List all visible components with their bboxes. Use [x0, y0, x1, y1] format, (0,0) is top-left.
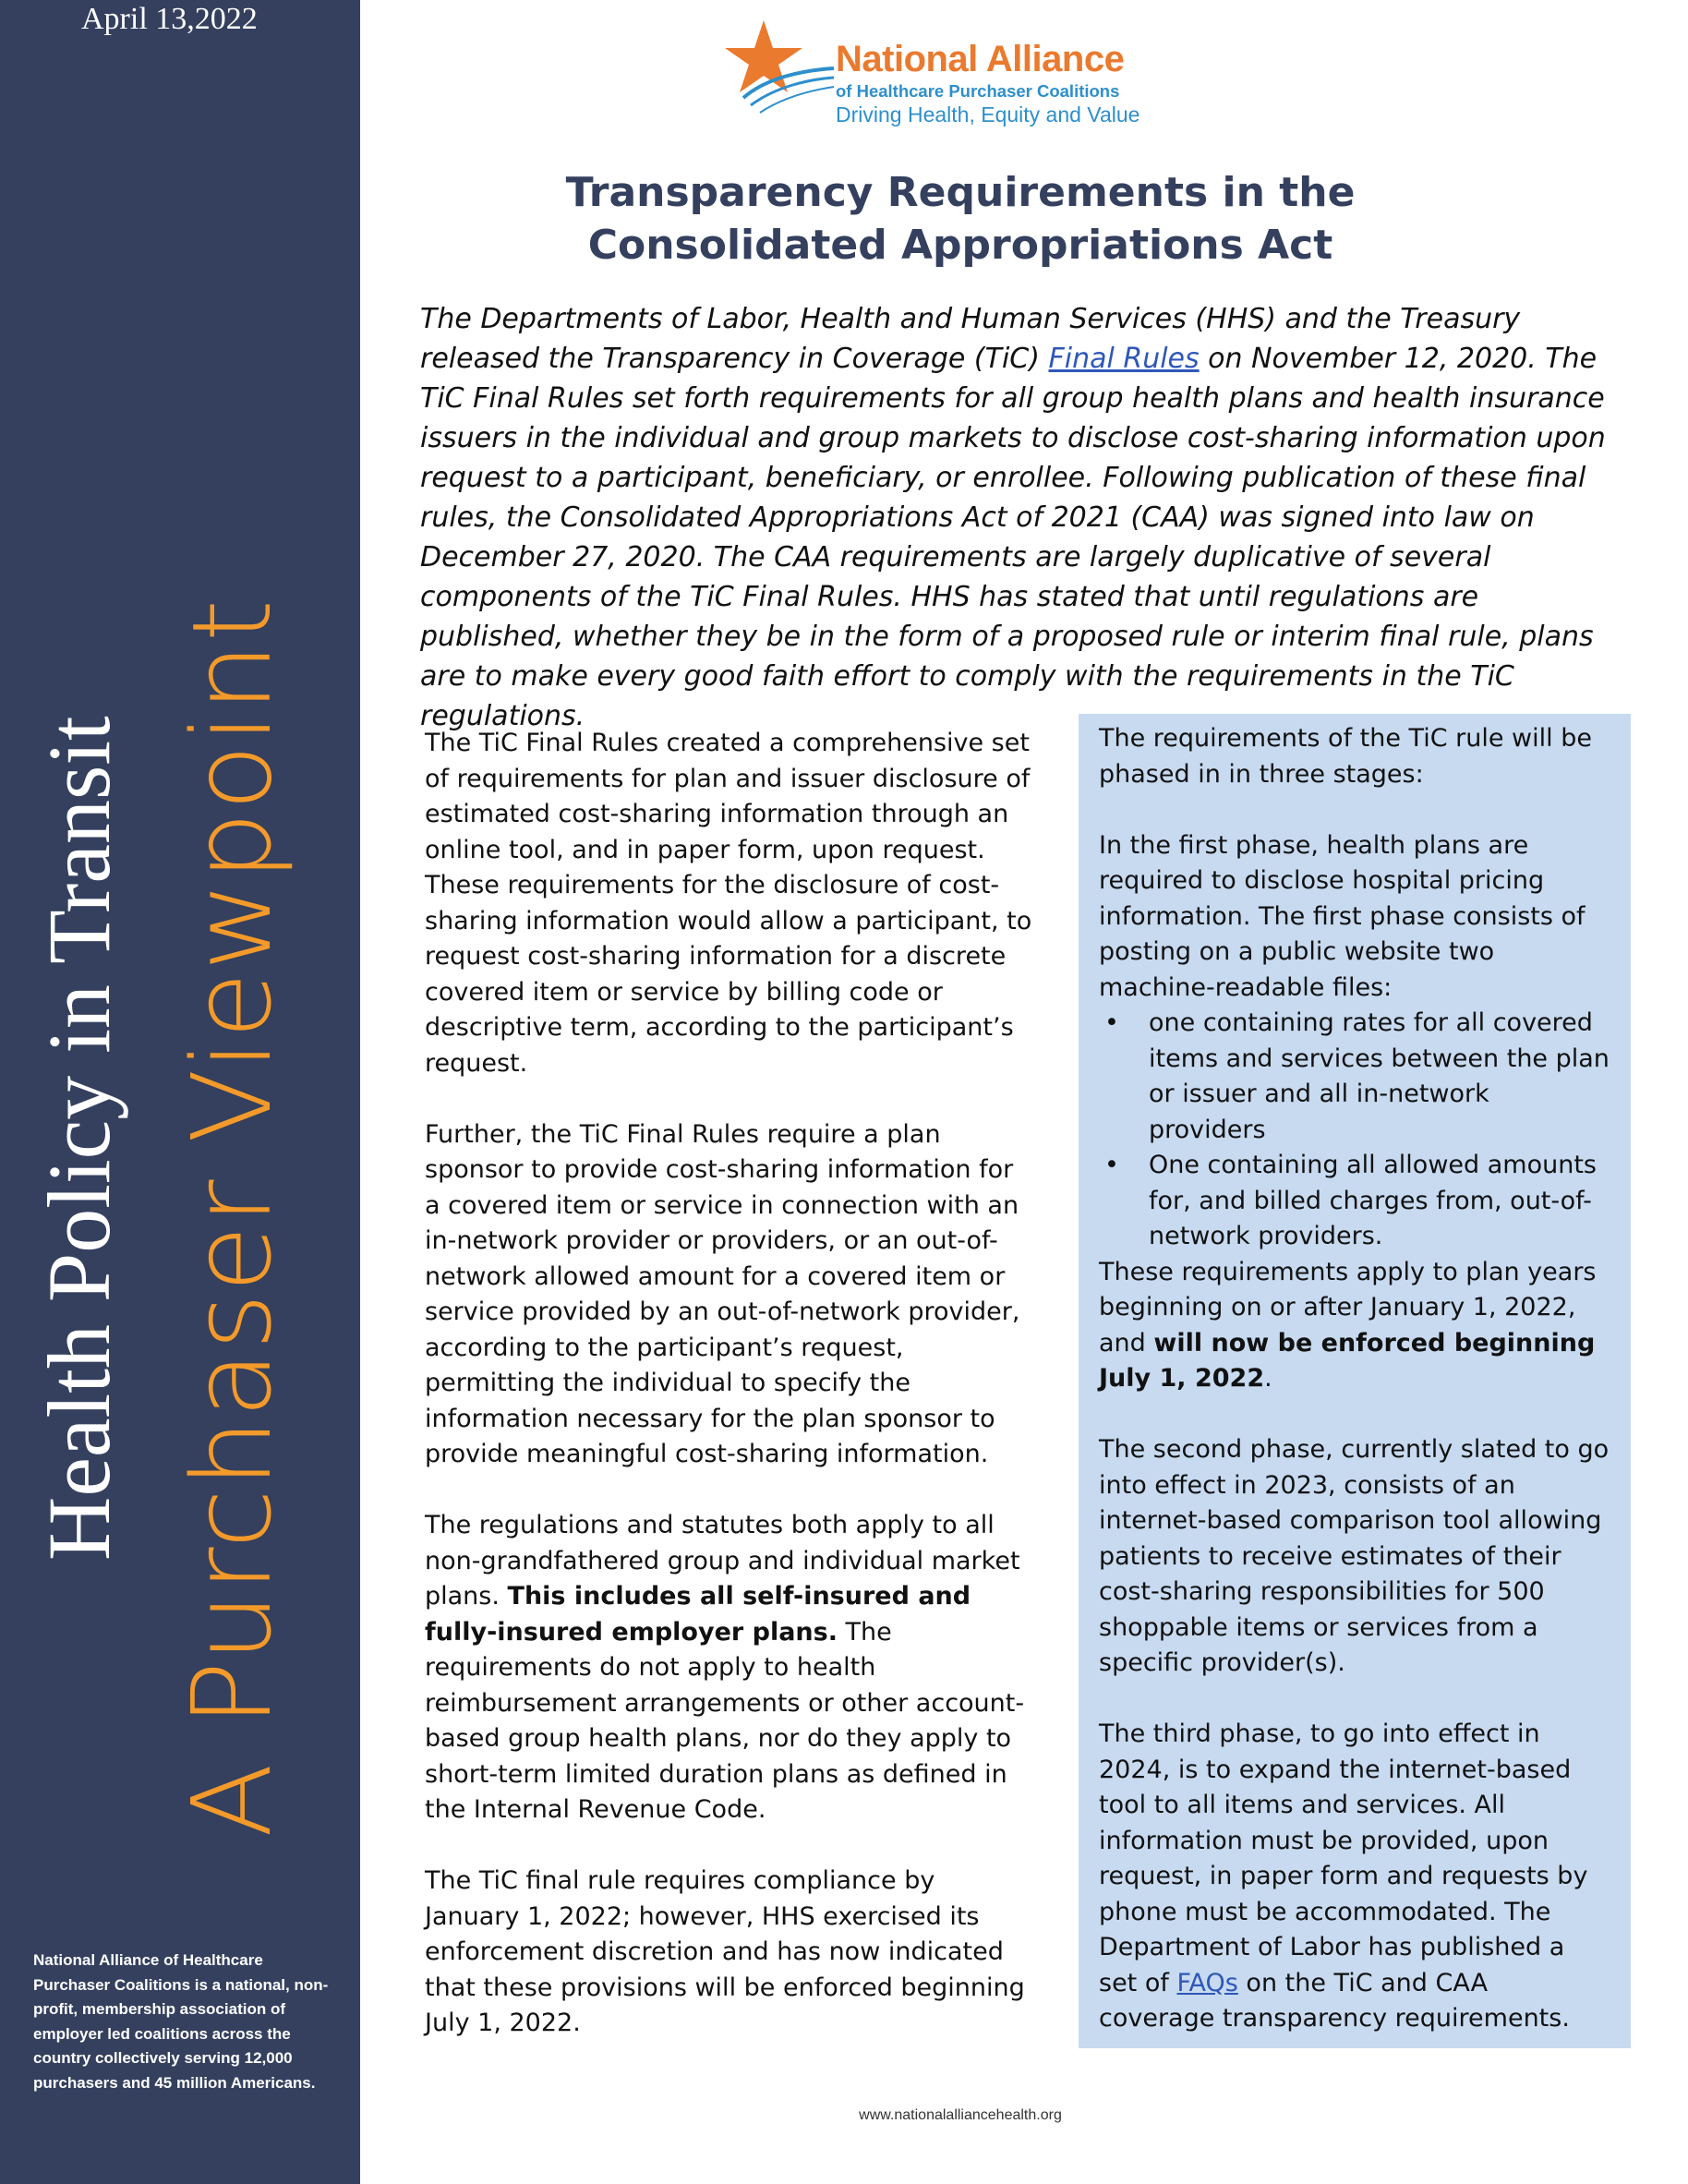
left-paragraph-1: The TiC Final Rules created a comprehensive set of requirements for plan and issuer disclosure of estimated cost-sharing information through an online tool, and in paper form, upon request. These requirements for the disclosure of cost-sharing information would allow a participant, to request cost-sharing information for a discrete covered item or service by billing code or descriptive term, according to the participant’s request.: [425, 729, 1032, 1078]
national-alliance-logo: [725, 13, 1205, 133]
logo-subname: of Healthcare Purchaser Coalitions: [836, 81, 1120, 101]
series-subtitle: A Purchaser Viewpoint: [168, 597, 295, 1838]
sidebar: [0, 0, 360, 2184]
phases-intro: The requirements of the TiC rule will be phased in in three stages:: [1099, 724, 1592, 789]
footer-website-url: www.nationalalliancehealth.org: [859, 2107, 1062, 2123]
phase-one-enforcement: [1099, 1255, 1610, 1397]
phase-three-text: The third phase, to go into effect in 2024, is to expand the internet-based tool to all items and services. All information must be provided, upon request, in paper form and requests by phone must be accommodated. The Department of Labor has published a set of: [1099, 1719, 1588, 1997]
logo-tagline: Driving Health, Equity and Value: [836, 103, 1140, 127]
bullet-icon: •: [1104, 1151, 1119, 1179]
machine-readable-files-list: [1099, 1006, 1610, 1255]
left-paragraph-3-text: The regulations and statutes both apply to all non-grandfathered group and individual market plans.: [425, 1511, 1020, 1611]
list-item-text: one containing rates for all covered items and services between the plan or issuer and all in-network providers: [1149, 1008, 1610, 1144]
left-paragraph-3: [425, 1508, 1034, 1828]
star-swoosh-logo-icon: [725, 13, 836, 119]
phase-two-paragraph: The second phase, currently slated to go into effect in 2023, consists of an internet-based comparison tool allowing patients to receive estimates of their cost-sharing responsibilities for 500 shoppable items or services from a specific provider(s).: [1099, 1435, 1610, 1677]
bullet-icon: •: [1104, 1008, 1119, 1037]
list-item: [1099, 1148, 1610, 1255]
phase-one-enforcement-text: These requirements apply to plan years beginning on or after January 1, 2022, and: [1099, 1257, 1597, 1357]
phase-one-enforcement-date: will now be enforced beginning July 1, 2022: [1099, 1328, 1596, 1393]
left-paragraph-3-emphasis: This includes all self-insured and fully-insured employer plans.: [425, 1582, 971, 1647]
left-column: [425, 726, 1034, 2077]
list-item-text: One containing all allowed amounts for, and billed charges from, out-of-network providers.: [1149, 1151, 1597, 1250]
left-paragraph-4: The TiC final rule requires compliance by January 1, 2022; however, HHS exercised its enforcement discretion and has now indicated that these provisions will be enforced beginning July 1, 2022.: [425, 1866, 1025, 2037]
left-paragraph-2: Further, the TiC Final Rules require a plan sponsor to provide cost-sharing information for a covered item or service in connection with an in-network provider or providers, or an out-of-network allowed amount for a covered item or service provided by an out-of-network provider, according to the participant’s request, permitting the individual to specify the information necessary for the plan sponsor to provide meaningful cost-sharing information.: [425, 1119, 1020, 1468]
intro-text-end: on November 12, 2020. The TiC Final Rules set forth requirements for all group health plans and health insurance issuers in the individual and group markets to disclose cost-sharing information upon request to a participant, beneficiary, or enrollee. Following publication of these final rules, the Consolidated Appropriations Act of 2021 (CAA) was signed into law on December 27, 2020. The CAA requirements are largely duplicative of several components of the TiC Final Rules. HHS has stated that until regulations are published, whether they be in the form of a proposed rule or interim final rule, plans are to make every good faith effort to comply with the requirements in the TiC regulations.: [420, 343, 1606, 732]
phase-three-text-end: on the TiC and CAA coverage transparency requirements.: [1099, 1968, 1570, 2033]
left-paragraph-3-text-end: The requirements do not apply to health reimbursement arrangements or other account-based group health plans, nor do they apply to short-term limited duration plans as defined in the Internal Revenue Code.: [425, 1617, 1025, 1824]
phase-one-paragraph: In the first phase, health plans are required to disclose hospital pricing information. The first phase consists of posting on a public website two machine-readable files:: [1099, 830, 1586, 1002]
list-item: [1099, 1006, 1610, 1148]
logo-name: National Alliance: [836, 39, 1125, 79]
publication-date: April 13,2022: [81, 2, 258, 36]
phases-sidebar-box: [1079, 714, 1631, 2048]
organization-description: National Alliance of Healthcare Purchaser Coalitions is a national, non-profit, membership association of employer led coalitions across the country collectively serving 12,000 purchasers and 45 million Americans.: [33, 1951, 329, 2092]
intro-paragraph: [420, 299, 1611, 736]
intro-text-start: The Departments of Labor, Health and Human Services (HHS) and the Treasury released the Transparency in Coverage (TiC): [420, 303, 1521, 375]
phase-three-paragraph: [1099, 1717, 1610, 2037]
faqs-link[interactable]: FAQs: [1176, 1968, 1238, 1997]
document-title: [425, 166, 1496, 271]
series-title: Health Policy in Transit: [30, 716, 128, 1561]
title-line-1: Transparency Requirements in the: [565, 169, 1356, 216]
phase-one-enforcement-end: .: [1264, 1364, 1272, 1393]
title-line-2: Consolidated Appropriations Act: [587, 222, 1333, 269]
final-rules-link[interactable]: Final Rules: [1048, 343, 1200, 375]
